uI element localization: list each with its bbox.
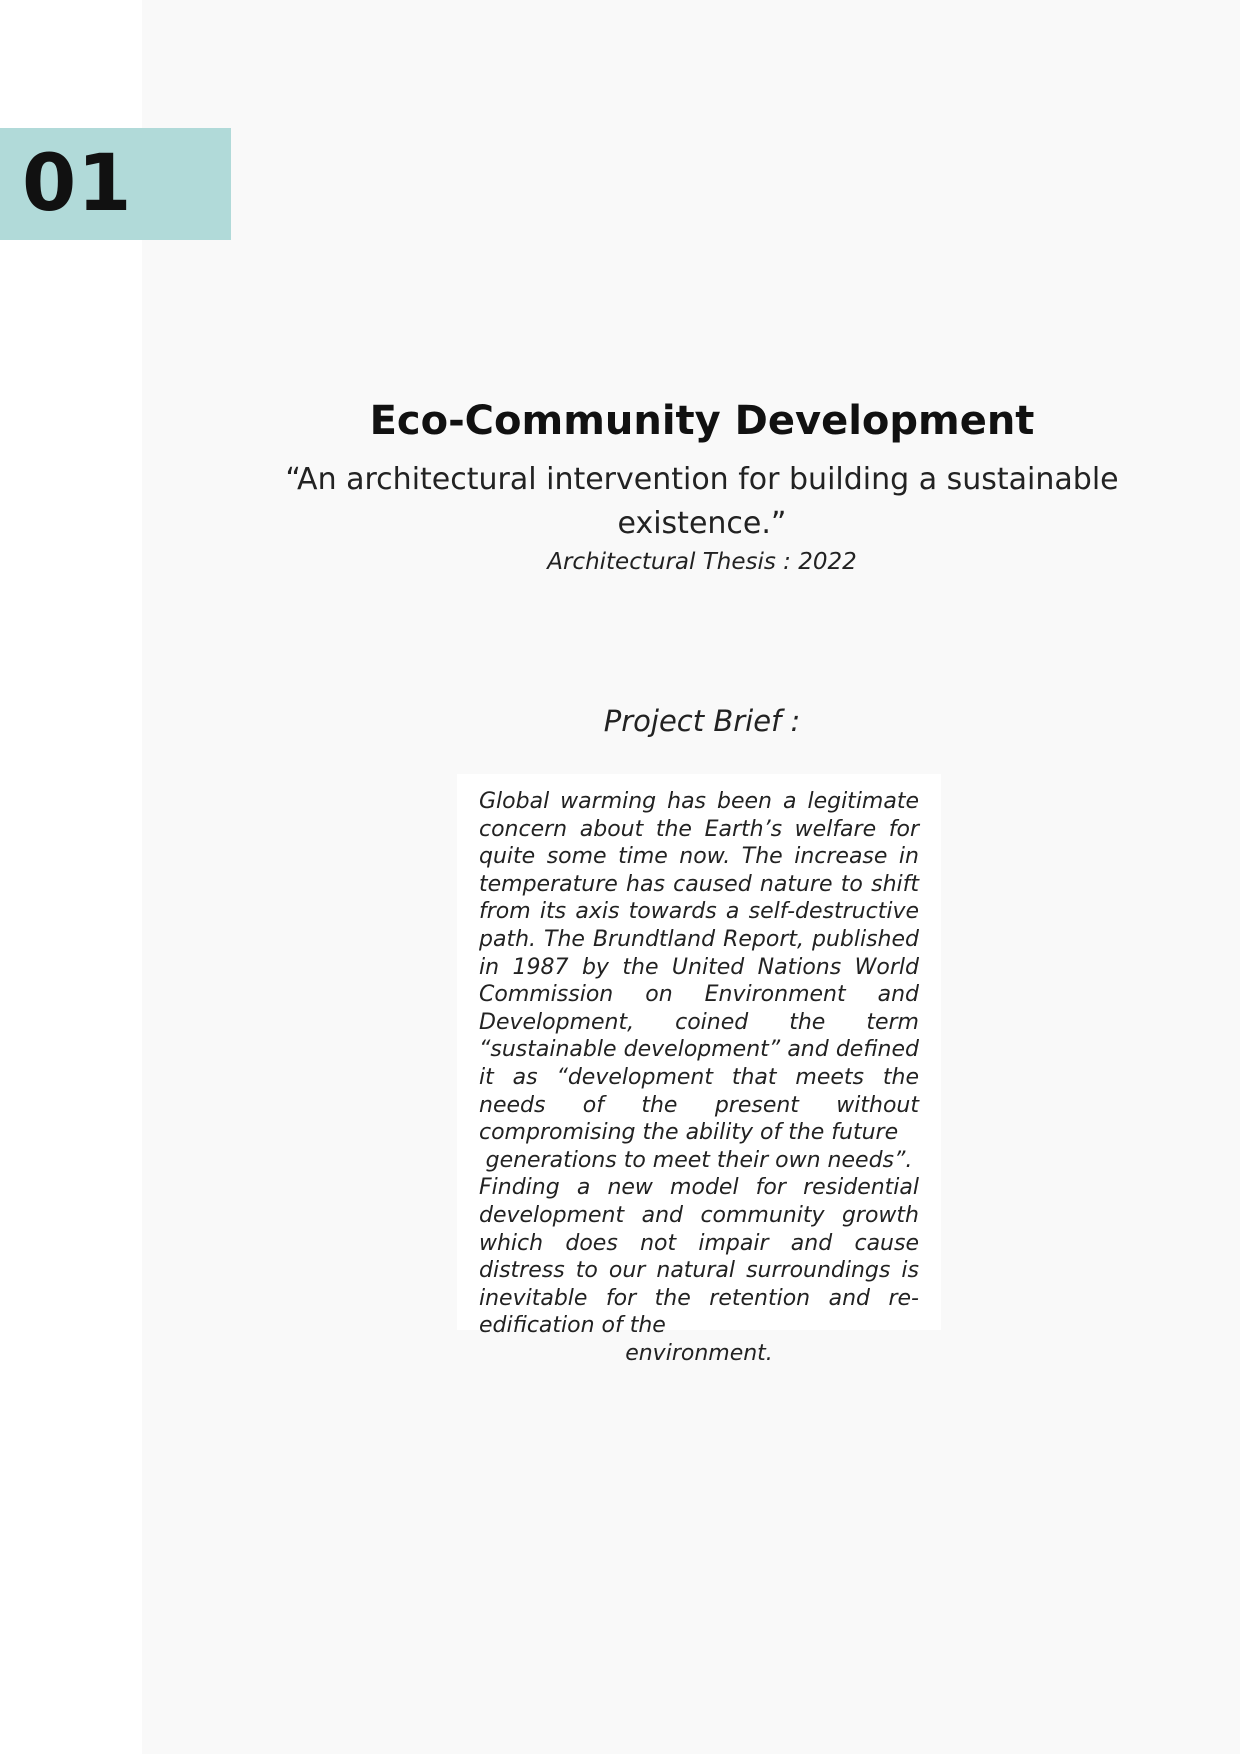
brief-paragraph-2-end: environment.	[625, 1340, 773, 1366]
thesis-label: Architectural Thesis : 2022	[547, 549, 857, 575]
brief-heading: Project Brief :	[603, 704, 801, 738]
brief-paragraph-2: Finding a new model for residential development and community growth which does not impair and cause distress to our natural surroundings is inevitable for the retention and re-edification of the	[479, 1175, 919, 1339]
brief-paragraph-1: Global warming has been a legitimate concern about the Earth’s welfare for quite some time now. The increase in temperature has caused nature to shift from its axis towards a self-destructive path. The Brundtland Report, published in 1987 by the United Nations World Commission on Environment and Development, coined the term “sustainable development” and defined it as “development that meets the needs of the present without compromising the ability of the future	[479, 789, 919, 1146]
brief-text	[479, 788, 919, 1367]
project-tagline: “An architectural intervention for building a sustainable existence.”	[285, 462, 1119, 541]
section-number-block	[0, 128, 231, 240]
project-title: Eco-Community Development	[369, 398, 1035, 444]
brief-paragraph-1-end: generations to meet their own needs”.	[485, 1147, 913, 1173]
brief-box	[457, 774, 941, 1366]
section-number: 01	[22, 139, 133, 229]
